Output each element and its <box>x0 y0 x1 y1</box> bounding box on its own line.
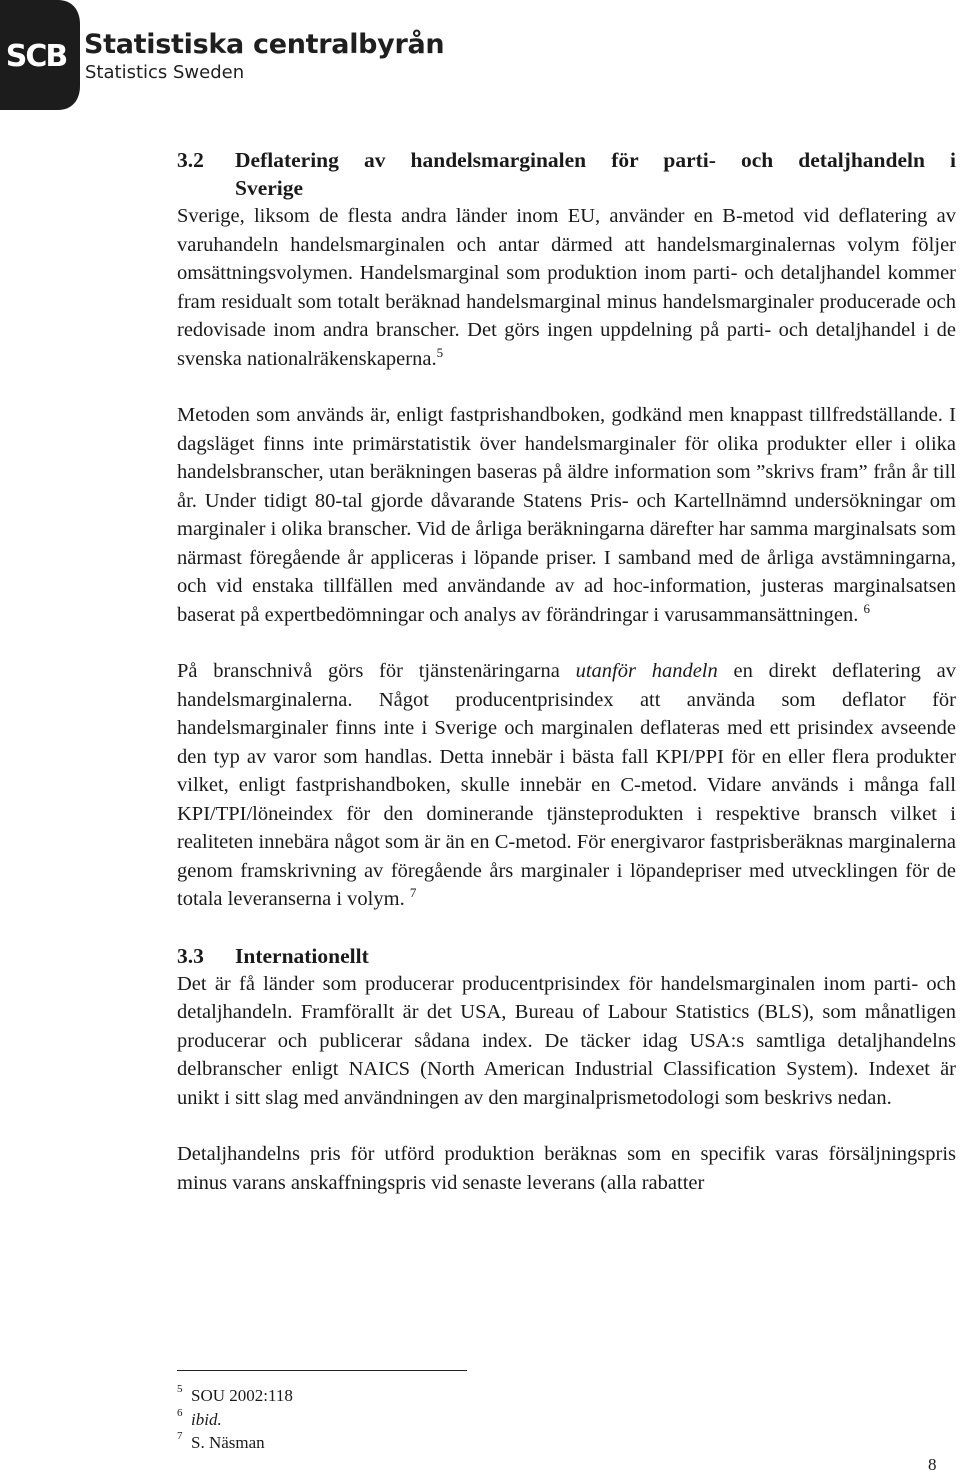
footnote-ref: 7 <box>409 885 417 901</box>
logo-mark-text: SCB <box>5 39 67 74</box>
paragraph-text: Sverige, liksom de flesta andra länder inom EU, använder en B-metod vid deflatering av varuhandeln handelsmarginalen och antar därmed att handelsmarginalernas volym följer omsättningsvolymen. Handelsmarginal som produktion inom parti- och detaljhandel kommer fram residualt som totalt beräknad handelsmarginal minus handelsmarginaler producerade och redovisade inom andra branscher. Det görs ingen uppdelning på parti- och detaljhandel i de svenska nationalräkenskaperna. <box>177 205 956 370</box>
scb-logo <box>0 0 445 110</box>
section-title: Internationellt <box>235 943 369 968</box>
footnote-text: SOU 2002:118 <box>191 1386 293 1405</box>
section-3-2-heading <box>177 146 956 174</box>
org-name: Statistiska centralbyrån <box>84 29 445 60</box>
footnote <box>177 1408 293 1432</box>
paragraph-2 <box>177 401 956 629</box>
section-3-3-heading <box>177 942 956 970</box>
section-title-cont: Sverige <box>235 176 304 200</box>
footnote-text: ibid. <box>191 1409 222 1429</box>
footnote <box>177 1431 293 1455</box>
paragraph-italic: utanför handeln <box>575 660 718 682</box>
footnote <box>177 1384 293 1408</box>
section-number: 3.3 <box>177 943 204 968</box>
footnote-number: 7 <box>177 1430 183 1442</box>
paragraph-text: en direkt deflatering av handelsmarginalerna. Något producentprisindex att använda som deflator för handelsmarginaler finns inte i Sverige och marginalen deflateras med ett prisindex avseende den typ av varor som handlas. Detta innebär i bästa fall KPI/PPI för en eller flera produkter vilket, enligt fastprishandboken, skulle innebär en C-metod. Vidare används i många fall KPI/TPI/löneindex för den dominerande tjänsteprodukten i respektive bransch vilket i realiteten innebära något som är än en C-metod. För energivaror fastprisberäknas marginalerna genom framskrivning av föregående års marginaler i löpandepriser med utvecklingen för de totala leveranserna i volym. <box>177 660 956 910</box>
document-body <box>177 146 956 1197</box>
footnotes <box>177 1384 293 1455</box>
footnote-number: 6 <box>177 1406 183 1419</box>
footnote-ref: 5 <box>436 344 444 360</box>
section-number: 3.2 <box>177 148 204 172</box>
org-name-en: Statistics Sweden <box>85 62 245 83</box>
paragraph-3 <box>177 657 956 914</box>
paragraph-text: På branschnivå görs för tjänstenäringarna <box>177 660 576 682</box>
section-title: Deflatering av handelsmarginalen för parti- och detaljhandeln i <box>235 148 956 172</box>
scb-logo-mark <box>0 0 80 110</box>
paragraph-text: Metoden som används är, enligt fastprishandboken, godkänd men knappast tillfredställande. I dagsläget finns inte primärstatistik över handelsmarginaler för olika produkter eller i olika handelsbranscher, utan beräkningen baseras på äldre information som ”skrivs fram” från år till år. Under tidigt 80-tal gjorde dåvarande Statens Pris- och Kartellnämnd undersökningar om marginaler i olika branscher. Vid de årliga beräkningarna därefter har samma marginalsats som närmast föregående år appliceras i löpande priser. I samband med de årliga avstämningarna, och vid enstaka tillfällen med användande av ad hoc-information, justeras marginalsatsen baserat på expertbedömningar och analys av förändringar i varusammansättningen. <box>177 404 956 626</box>
footnote-divider <box>177 1370 467 1371</box>
paragraph-text: Det är få länder som producerar producentprisindex för handelsmarginalen inom parti- och detaljhandeln. Framförallt är det USA, Bureau of Labour Statistics (BLS), som månatligen producerar och publicerar sådana index. De täcker idag USA:s samtliga detaljhandelns delbranscher enligt NAICS (North American Industrial Classification System). Indexet är unikt i sitt slag med användningen av den marginalprismetodologi som beskrivs nedan. <box>177 972 956 1109</box>
paragraph-4 <box>177 970 956 1113</box>
paragraph-text: Detaljhandelns pris för utförd produktion beräknas som en specifik varas försäljningspris minus varans anskaffningspris vid senaste leverans (alla rabatter <box>177 1143 956 1194</box>
paragraph-1 <box>177 202 956 373</box>
paragraph-5 <box>177 1140 956 1197</box>
footnote-ref: 6 <box>863 600 870 616</box>
footnote-text: S. Näsman <box>191 1433 265 1452</box>
page-number: 8 <box>928 1455 937 1474</box>
footnote-number: 5 <box>177 1383 183 1395</box>
